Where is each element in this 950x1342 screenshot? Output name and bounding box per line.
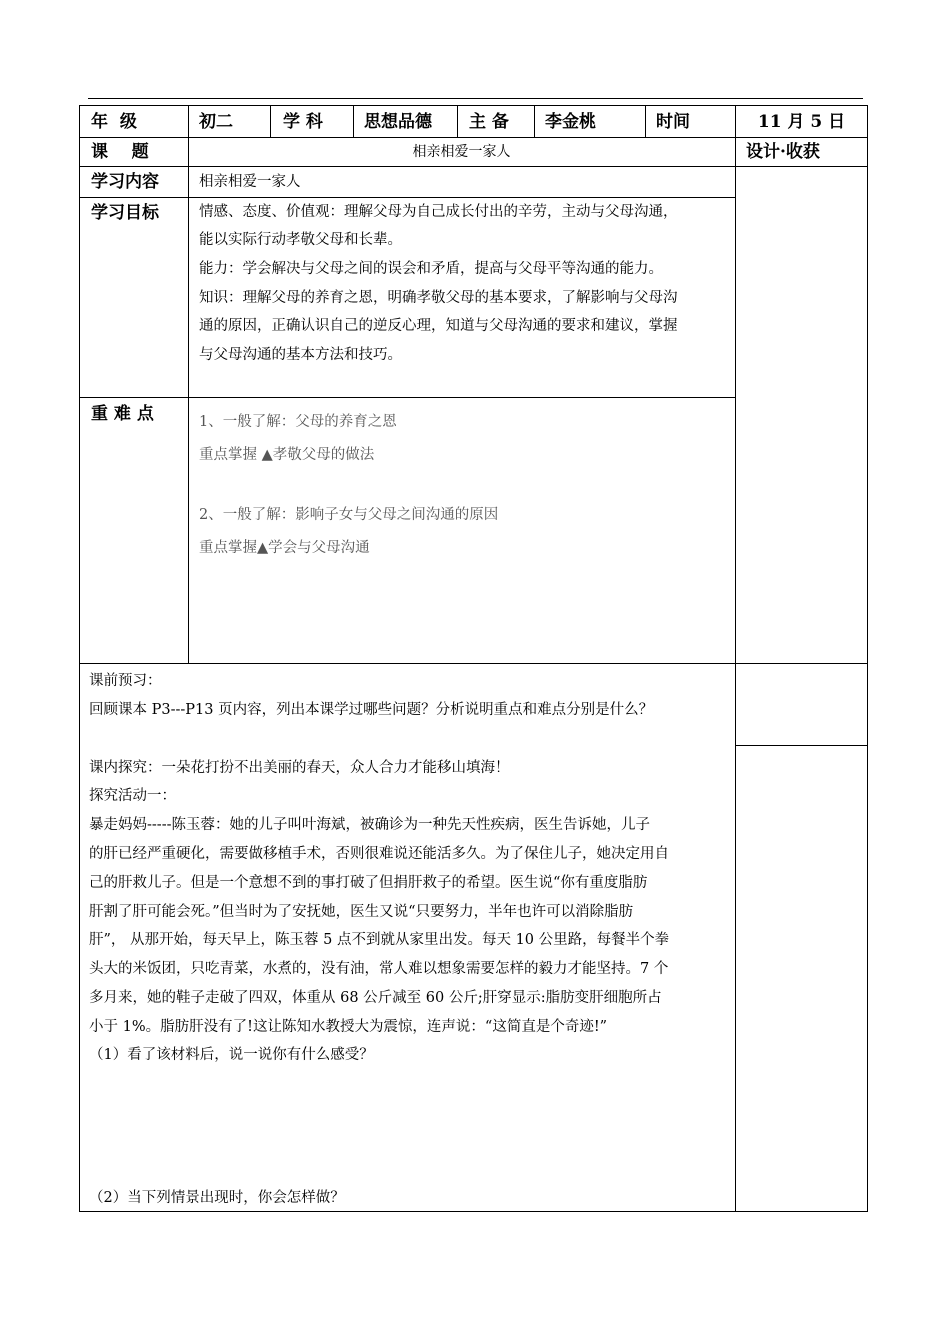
- question-2: （2）当下列情景出现时，你会怎样做？: [89, 1190, 345, 1206]
- objective-line: 能以实际行动孝敬父母和长辈。: [199, 232, 402, 248]
- column-divider: [534, 105, 535, 137]
- column-divider: [735, 105, 736, 1212]
- story-line: 头大的米饭团，只吃青菜，水煮的，没有油，常人难以想象需要怎样的毅力才能坚持。7 个: [89, 961, 669, 977]
- row-divider: [79, 663, 868, 664]
- story-line: 肝”， 从那开始，每天早上，陈玉蓉 5 点不到就从家里出发。每天 10 公里路，每餐半个拳: [89, 932, 670, 948]
- design-gain-label: 设计·收获: [746, 142, 820, 162]
- key-point-focus: 重点掌握▲学会与父母沟通: [199, 540, 370, 556]
- story-line: 多月来，她的鞋子走破了四双，体重从 68 公斤减至 60 公斤;肝穿显示:脂肪变肝细胞所占: [89, 990, 662, 1006]
- key-point-focus: 重点掌握 ▲孝敬父母的做法: [199, 447, 375, 463]
- story-line: 暴走妈妈-----陈玉蓉：她的儿子叫叶海斌，被确诊为一种先天性疾病，医生告诉她，儿子: [89, 817, 650, 833]
- topic-label: 课 题: [91, 142, 149, 162]
- objectives-label: 学习目标: [91, 203, 159, 223]
- column-divider: [188, 105, 189, 663]
- story-line: 小于 1%。脂肪肝没有了!这让陈知水教授大为震惊，连声说：“这简直是个奇迹!”: [89, 1019, 608, 1035]
- objective-line: 能力：学会解决与父母之间的误会和矛盾，提高与父母平等沟通的能力。: [199, 261, 663, 277]
- story-line: 肝割了肝可能会死。”但当时为了安抚她，医生又说“只要努力，半年也许可以消除脂肪: [89, 904, 634, 920]
- objective-line: 通的原因，正确认识自己的逆反心理，知道与父母沟通的要求和建议，掌握: [199, 318, 678, 334]
- grade-label: 年 级: [91, 112, 137, 132]
- key-points-label: 重 难 点: [91, 404, 154, 424]
- explore-title: 课内探究：一朵花打扮不出美丽的春天，众人合力才能移山填海！: [89, 760, 510, 776]
- date-value: 11 月 5 日: [757, 112, 846, 132]
- key-point-general: 2、一般了解：影响子女与父母之间沟通的原因: [199, 507, 499, 523]
- subject-value: 思想品德: [364, 112, 432, 132]
- row-divider: [735, 745, 868, 746]
- key-point-general: 1、一般了解：父母的养育之恩: [199, 414, 397, 430]
- topic-value: 相亲相爱一家人: [412, 144, 511, 160]
- time-label: 时间: [656, 112, 690, 132]
- grade-value: 初二: [199, 112, 233, 132]
- row-divider: [79, 397, 735, 398]
- header-rule: [88, 98, 863, 99]
- preview-title: 课前预习：: [89, 673, 162, 689]
- content-value: 相亲相爱一家人: [199, 174, 301, 190]
- column-divider: [457, 105, 458, 137]
- objective-line: 知识：理解父母的养育之恩，明确孝敬父母的基本要求，了解影响与父母沟: [199, 290, 678, 306]
- column-divider: [270, 105, 271, 137]
- preparer-value: 李金桃: [545, 112, 596, 132]
- objective-line: 情感、态度、价值观：理解父母为自己成长付出的辛劳，主动与父母沟通，: [199, 204, 678, 220]
- column-divider: [353, 105, 354, 137]
- subject-label: 学 科: [283, 112, 323, 132]
- story-line: 己的肝救儿子。但是一个意想不到的事打破了但捐肝救子的希望。医生说“你有重度脂肪: [89, 875, 648, 891]
- objective-line: 与父母沟通的基本方法和技巧。: [199, 347, 402, 363]
- activity-title: 探究活动一：: [89, 788, 176, 804]
- preview-text: 回顾课本 P3---P13 页内容，列出本课学过哪些问题？分析说明重点和难点分别是什么？: [89, 702, 654, 718]
- story-line: 的肝已经严重硬化，需要做移植手术，否则很难说还能活多久。为了保住儿子，她决定用自: [89, 846, 669, 862]
- column-divider: [645, 105, 646, 137]
- content-label: 学习内容: [91, 172, 159, 192]
- preparer-label: 主 备: [469, 112, 509, 132]
- question-1: （1）看了该材料后，说一说你有什么感受？: [89, 1047, 374, 1063]
